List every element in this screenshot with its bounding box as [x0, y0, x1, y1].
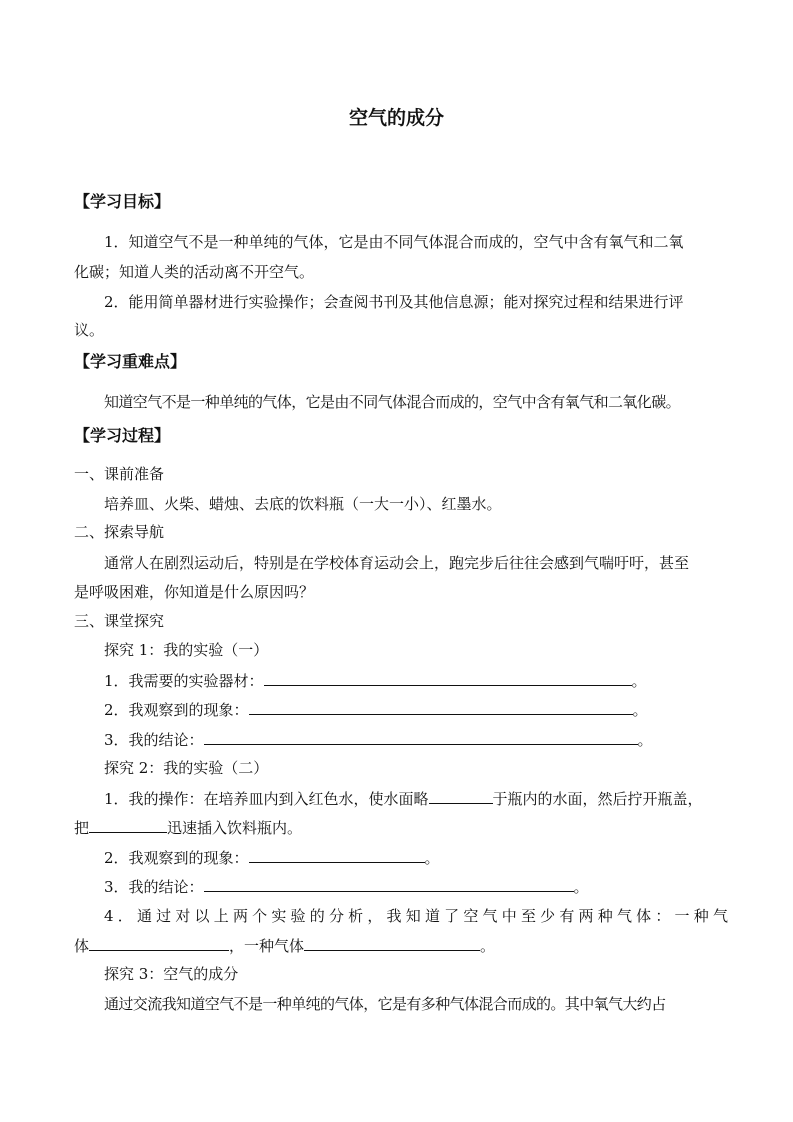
exp2-q4-line-1: 4．通过对以上两个实验的分析，我知道了空气中至少有两种气体：一种气 [104, 907, 733, 925]
exp2-q4-text-a: 体 [74, 937, 90, 955]
part3-title: 三、课堂探究 [74, 612, 165, 630]
exp2-q3 [104, 876, 589, 897]
exp2-q3-label: 3．我的结论： [104, 878, 204, 896]
process-heading: 【学习过程】 [74, 426, 171, 445]
exp1-q3-label: 3．我的结论： [104, 731, 204, 749]
exp2-q4-blank-1[interactable] [89, 935, 229, 951]
exp1-q2-end: 。 [632, 701, 648, 719]
part1-title: 一、课前准备 [74, 465, 165, 483]
exp2-q4-blank-2[interactable] [304, 935, 480, 951]
exp1-q2-label: 2．我观察到的现象： [104, 701, 249, 719]
exp2-q1-text-d: 迅速插入饮料瓶内。 [167, 819, 303, 837]
objective-1-line-2: 化碳；知道人类的活动离不开空气。 [74, 263, 315, 281]
exp2-q4-end: 。 [480, 937, 496, 955]
exp1-q3-blank[interactable] [204, 729, 638, 745]
exp2-q2-end: 。 [424, 849, 440, 867]
objective-2-line-1: 2．能用简单器材进行实验操作；会查阅书刊及其他信息源；能对探究过程和结果进行评 [104, 293, 684, 311]
exp2-q1-blank-2[interactable] [89, 817, 167, 833]
part2-line-1: 通常人在剧烈运动后，特别是在学校体育运动会上，跑完步后往往会感到气喘吁吁，甚至 [104, 554, 690, 572]
exp1-q3 [104, 729, 653, 750]
page-title: 空气的成分 [348, 107, 444, 129]
part2-title: 二、探索导航 [74, 523, 165, 541]
exp1-q2 [104, 699, 648, 720]
exp1-title: 探究 1：我的实验（一） [104, 641, 269, 659]
exp2-q2-label: 2．我观察到的现象： [104, 849, 249, 867]
exp2-q4-line-2 [74, 935, 495, 956]
exp2-q3-blank[interactable] [204, 876, 574, 892]
exp2-q3-end: 。 [573, 878, 589, 896]
part2-line-2: 是呼吸困难，你知道是什么原因吗？ [74, 583, 315, 601]
exp1-q2-blank[interactable] [249, 699, 633, 715]
exp2-q1-text-c: 把 [74, 819, 90, 837]
exp1-q3-end: 。 [637, 731, 653, 749]
exp2-q1-text-b: 于瓶内的水面，然后拧开瓶盖， [492, 790, 703, 808]
objective-2-line-2: 议。 [74, 321, 105, 339]
part1-text: 培养皿、火柴、蜡烛、去底的饮料瓶（一大一小）、红墨水。 [104, 495, 502, 513]
exp2-q1-line-2 [74, 817, 302, 838]
key-points-text: 知道空气不是一种单纯的气体，它是由不同气体混合而成的，空气中含有氧气和二氧化碳。 [104, 393, 681, 411]
exp2-q2-blank[interactable] [249, 847, 425, 863]
exp3-text: 通过交流我知道空气不是一种单纯的气体，它是有多种气体混合而成的。其中氧气大约占 [104, 995, 666, 1013]
objective-1-line-1: 1．知道空气不是一种单纯的气体，它是由不同气体混合而成的，空气中含有氧气和二氧 [104, 233, 684, 251]
exp1-q1-blank[interactable] [264, 670, 632, 686]
exp2-q1-blank-1[interactable] [429, 788, 493, 804]
exp2-q2 [104, 847, 440, 868]
exp1-q1 [104, 670, 647, 691]
exp2-q1-text-a: 1．我的操作：在培养皿内到入红色水，使水面略 [104, 790, 429, 808]
exp1-q1-label: 1．我需要的实验器材： [104, 672, 264, 690]
exp2-title: 探究 2：我的实验（二） [104, 759, 269, 777]
exp2-q1-line-1 [104, 788, 703, 809]
exp3-title: 探究 3：空气的成分 [104, 965, 239, 983]
exp2-q4-text-b: ，一种气体 [229, 937, 305, 955]
objectives-heading: 【学习目标】 [74, 192, 171, 211]
exp1-q1-end: 。 [631, 672, 647, 690]
key-points-heading: 【学习重难点】 [74, 352, 187, 371]
